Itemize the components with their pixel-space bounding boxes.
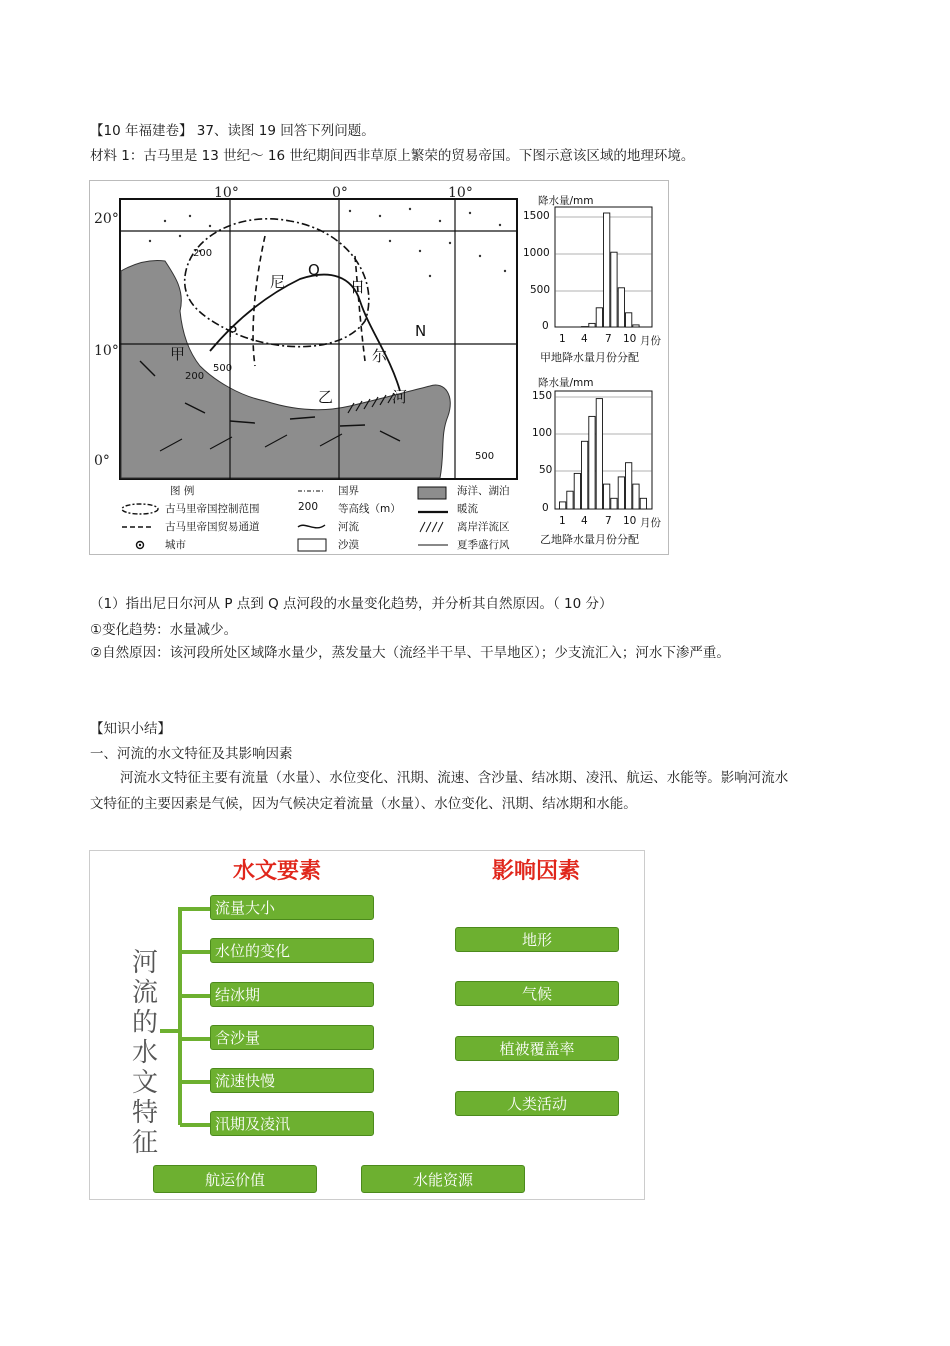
bracket-arm bbox=[180, 950, 210, 954]
hist1-xtick: 4 bbox=[581, 333, 588, 345]
hist1-xtick: 10 bbox=[623, 333, 637, 345]
hist2-bar bbox=[582, 441, 588, 509]
legend-city: 城市 bbox=[165, 539, 186, 551]
factor-box: 植被覆盖率 bbox=[455, 1036, 619, 1061]
hist1-bar bbox=[611, 252, 617, 327]
hist2-bar bbox=[596, 399, 602, 509]
map-drawing bbox=[90, 181, 668, 554]
hist2-bar bbox=[633, 484, 639, 509]
hist2-ytick: 0 bbox=[542, 502, 549, 514]
factor-box: 人类活动 bbox=[455, 1091, 619, 1116]
bracket-arm bbox=[180, 907, 210, 911]
question-1: （1）指出尼日尔河从 P 点到 Q 点河段的水量变化趋势，并分析其自然原因。（ 10 分） bbox=[90, 596, 613, 612]
left-heading: 水文要素 bbox=[233, 859, 322, 884]
hist1-bar bbox=[589, 323, 595, 327]
legend-empire: 古马里帝国控制范围 bbox=[165, 503, 260, 515]
answer-cause: ②自然原因：该河段所处区域降水量少，蒸发量大（流经半干旱、干旱地区）；少支流汇入；河水下渗严重。 bbox=[90, 645, 730, 661]
hist1-bar bbox=[633, 325, 639, 327]
legend-offshore: 离岸洋流区 bbox=[457, 521, 510, 533]
hydropower-box: 水能资源 bbox=[361, 1165, 525, 1193]
answer-trend: ①变化趋势：水量减少。 bbox=[90, 622, 238, 638]
hist1-xunit: 月份 bbox=[640, 335, 661, 347]
feature-box: 流速快慢 bbox=[210, 1068, 374, 1093]
hist2-bar bbox=[560, 502, 566, 509]
legend-wind: 夏季盛行风 bbox=[457, 539, 510, 551]
hist1-unit: 降水量/mm bbox=[538, 195, 594, 207]
legend-title: 图 例 bbox=[170, 485, 195, 497]
hist1-ytick: 0 bbox=[542, 320, 549, 332]
lat-0: 0° bbox=[94, 453, 110, 469]
hist2-xtick: 4 bbox=[581, 515, 588, 527]
legend-desert: 沙漠 bbox=[338, 539, 359, 551]
vertical-title: 河流的水文特征 bbox=[131, 948, 158, 1158]
feature-box: 结冰期 bbox=[210, 982, 374, 1007]
label-yi: 乙 bbox=[318, 388, 334, 406]
legend-border: 国界 bbox=[338, 485, 359, 497]
hist2-ytick: 50 bbox=[539, 464, 553, 476]
label-P: P bbox=[228, 323, 238, 341]
contour-200: 200 bbox=[193, 248, 213, 259]
legend-trade: 古马里帝国贸易通道 bbox=[165, 521, 260, 533]
hist2-xtick: 1 bbox=[559, 515, 566, 527]
summary-body: 河流水文特征主要有流量（水量）、水位变化、汛期、流速、含沙量、结冰期、凌汛、航运、水能等。影响河流水文特征的主要因素是气候，因为气候决定着流量（水量）、水位变化、汛期、结冰期和水能。 bbox=[90, 770, 789, 812]
hist1-xtick: 1 bbox=[559, 333, 566, 345]
hist2-bar bbox=[640, 498, 646, 509]
navigation-box: 航运价值 bbox=[153, 1165, 317, 1193]
lon-10e: 10° bbox=[448, 185, 473, 201]
factor-box: 地形 bbox=[455, 927, 619, 952]
feature-box: 水位的变化 bbox=[210, 938, 374, 963]
lon-0: 0° bbox=[332, 185, 348, 201]
right-heading: 影响因素 bbox=[492, 859, 581, 884]
label-N: N bbox=[415, 322, 427, 340]
bracket-arm bbox=[180, 1080, 210, 1084]
hist2-xtick: 7 bbox=[605, 515, 612, 527]
hist2-ytick: 150 bbox=[532, 390, 553, 402]
material-line: 材料 1：古马里是 13 世纪～ 16 世纪期间西非草原上繁荣的贸易帝国。下图示意该区域的地理环境。 bbox=[90, 148, 695, 164]
hist2-bar bbox=[611, 498, 617, 509]
label-er: 尔 bbox=[372, 347, 388, 365]
hist2-bar bbox=[589, 416, 595, 509]
hist2-bar bbox=[574, 473, 580, 509]
bracket-spine bbox=[178, 907, 182, 1125]
hist2-bars bbox=[560, 399, 647, 509]
legend-200: 200 bbox=[298, 501, 319, 513]
hist1-bar bbox=[596, 308, 602, 327]
hist2-bar bbox=[567, 491, 573, 509]
hist2-ytick: 100 bbox=[532, 427, 553, 439]
hist1-xtick: 7 bbox=[605, 333, 612, 345]
hist1-ytick: 1000 bbox=[523, 247, 550, 259]
hist2-bar bbox=[626, 463, 632, 509]
hist2-bar bbox=[604, 484, 610, 509]
bracket-arm bbox=[180, 1037, 210, 1041]
hist1-bars bbox=[582, 213, 640, 327]
hist2-unit: 降水量/mm bbox=[538, 377, 594, 389]
label-jia: 甲 bbox=[170, 345, 186, 363]
contour-200b: 200 bbox=[185, 371, 205, 382]
feature-box: 含沙量 bbox=[210, 1025, 374, 1050]
contour-500: 500 bbox=[213, 363, 233, 374]
legend-river: 河流 bbox=[338, 521, 359, 533]
label-ri: 日 bbox=[350, 278, 366, 296]
contour-500c: 500 bbox=[475, 451, 495, 462]
feature-box: 汛期及凌汛 bbox=[210, 1111, 374, 1136]
lat-20: 20° bbox=[94, 211, 119, 227]
lon-10w: 10° bbox=[214, 185, 239, 201]
summary-title: 【知识小结】 bbox=[90, 721, 171, 737]
hist1-bar bbox=[626, 313, 632, 327]
label-Q: Q bbox=[308, 261, 320, 279]
label-ni: 尼 bbox=[270, 273, 286, 291]
bracket-arm bbox=[180, 1123, 210, 1127]
hist2-caption: 乙地降水量月份分配 bbox=[540, 533, 639, 546]
summary-section: 一、河流的水文特征及其影响因素 bbox=[90, 746, 293, 762]
hist1-caption: 甲地降水量月份分配 bbox=[540, 351, 639, 364]
hydrology-diagram bbox=[89, 850, 645, 1200]
lat-10: 10° bbox=[94, 343, 119, 359]
bracket-stem bbox=[160, 1029, 180, 1033]
map-figure bbox=[89, 180, 669, 555]
source-line: 【10 年福建卷】 37、读图 19 回答下列问题。 bbox=[90, 123, 375, 139]
feature-box: 流量大小 bbox=[210, 895, 374, 920]
legend-ocean: 海洋、湖泊 bbox=[457, 485, 510, 497]
legend-contour: 等高线（m） bbox=[338, 503, 401, 515]
bracket-arm bbox=[180, 994, 210, 998]
label-he: 河 bbox=[392, 388, 408, 406]
hist1-bar bbox=[618, 288, 624, 327]
hist2-bar bbox=[618, 477, 624, 509]
hist1-bar bbox=[604, 213, 610, 327]
factor-box: 气候 bbox=[455, 981, 619, 1006]
legend-warm: 暖流 bbox=[457, 503, 478, 515]
hist1-ytick: 500 bbox=[530, 284, 551, 296]
hist1-ytick: 1500 bbox=[523, 210, 550, 222]
hist2-xtick: 10 bbox=[623, 515, 637, 527]
hist2-xunit: 月份 bbox=[640, 517, 661, 529]
